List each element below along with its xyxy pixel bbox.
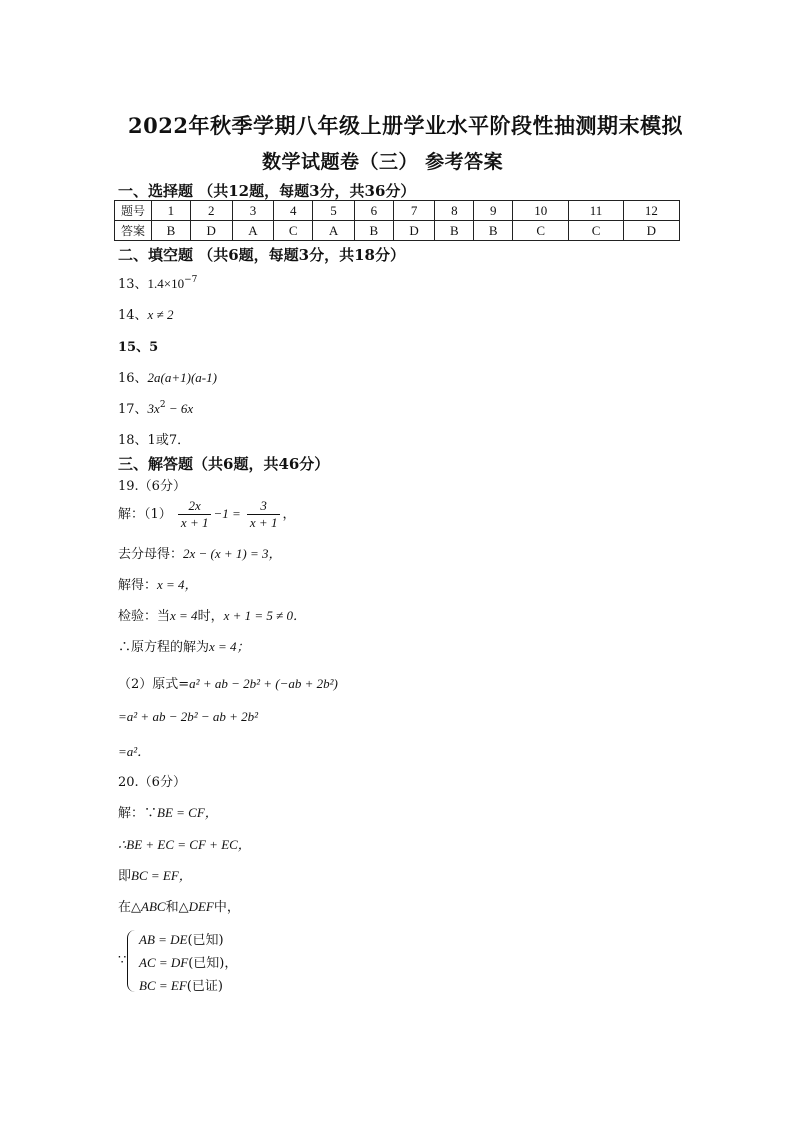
table-cell: D (393, 221, 435, 241)
fraction-right (247, 498, 281, 531)
q19-step2-expr: x = 4， (157, 577, 198, 592)
answer-14 (118, 304, 173, 323)
because-symbol: ∵ (118, 953, 127, 968)
condition-note: (已知) (187, 933, 224, 948)
page-title: 2022年秋季学期八年级上册学业水平阶段性抽测期末模拟 (128, 113, 683, 138)
table-cell: 9 (474, 201, 513, 221)
table-cell: 4 (274, 201, 313, 221)
q20-line1-label: 解：∵ (118, 806, 158, 821)
page-subtitle: 数学试题卷（三） 参考答案 (262, 151, 504, 173)
q14-answer: x ≠ 2 (147, 307, 174, 322)
condition-3 (139, 975, 237, 998)
congruence-conditions (139, 929, 237, 998)
q20-line2: ∴BE + EC = CF + EC， (118, 837, 251, 852)
table-cell: A (232, 221, 274, 241)
condition-expr: AB = DE (139, 932, 188, 947)
condition-expr: BC = EF (139, 978, 187, 993)
table-cell: 12 (623, 201, 679, 221)
q20-line4-a: 在 (118, 900, 132, 915)
table-row-answers (115, 221, 680, 241)
row-label-answer: 答案 (115, 221, 152, 241)
condition-1 (139, 929, 237, 952)
table-cell: D (190, 221, 232, 241)
table-cell: 7 (393, 201, 435, 221)
q19-label: 19.（6分） (118, 479, 186, 494)
q13-prefix: 13、 (118, 277, 148, 292)
table-cell: B (474, 221, 513, 241)
fraction-denominator: x + 1 (180, 515, 209, 530)
q19-check-x: x = 4 (170, 608, 198, 623)
fraction-left (178, 498, 212, 531)
q16-prefix: 16、 (118, 371, 148, 386)
left-brace (127, 930, 138, 992)
q20-line3-expr: BC = EF， (131, 868, 192, 883)
table-cell: C (569, 221, 623, 241)
table-cell: C (513, 221, 569, 241)
q20-line4-c: 和 (165, 900, 179, 915)
table-cell: C (274, 221, 313, 241)
answer-18: 18、1或7． (118, 433, 191, 448)
fraction-numerator: 3 (247, 498, 281, 515)
section-heading-solve: 三、解答题（共6题，共46分） (118, 455, 330, 473)
q19-solve-prefix: 解：（1） (118, 507, 172, 522)
q19-part2-step: =a² + ab − 2b² − ab + 2b² (118, 709, 259, 724)
q19-part2-label: （2）原式= (118, 677, 190, 692)
condition-note: (已证) (186, 979, 223, 994)
table-cell: 1 (152, 201, 191, 221)
table-row-questions (115, 201, 680, 221)
fraction-numerator: 2x (178, 498, 212, 515)
answer-16 (118, 367, 217, 386)
table-cell: A (313, 221, 355, 241)
q19-check-label: 检验：当 (118, 609, 171, 624)
q14-prefix: 14、 (118, 308, 148, 323)
q19-part2 (118, 673, 338, 692)
table-cell: 8 (435, 201, 474, 221)
q19-step2-label: 解得： (118, 578, 158, 593)
q13-base: 1.4×10 (147, 276, 185, 291)
table-cell: 11 (569, 201, 623, 221)
q20-line4-e: 中， (213, 900, 240, 915)
q19-step1-label: 去分母得： (118, 547, 184, 562)
triangle-abc: △ABC (131, 899, 166, 914)
answer-table (114, 200, 680, 241)
q19-minus: −1 = (213, 506, 241, 521)
q19-check-mid: 时， (197, 609, 224, 624)
q19-step1 (118, 543, 282, 562)
q19-step1-expr: 2x − (x + 1) = 3， (183, 546, 282, 561)
condition-expr: AC = DF (139, 955, 189, 970)
q19-check-rest: x + 1 = 5 ≠ 0． (223, 608, 307, 623)
table-cell: D (623, 221, 679, 241)
q19-step2 (118, 574, 198, 593)
q19-comma: ， (282, 507, 296, 522)
q19-conclusion (118, 636, 250, 655)
q16-answer: 2a(a+1)(a-1) (147, 370, 217, 385)
q19-check (118, 605, 306, 624)
section-heading-fill: 二、填空题 （共6题，每题3分，共18分） (118, 246, 405, 264)
q20-line4 (118, 896, 240, 915)
q17-term-b: − 6x (165, 401, 194, 416)
row-label-question: 题号 (115, 201, 152, 221)
table-cell: B (152, 221, 191, 241)
table-cell: 10 (513, 201, 569, 221)
q13-exponent: −7 (184, 275, 198, 285)
q17-prefix: 17、 (118, 402, 148, 417)
q19-part2-result: =a²． (118, 744, 151, 759)
q20-line3-label: 即 (118, 869, 132, 884)
q17-exponent: 2 (159, 400, 166, 410)
answer-15: 15、5 (118, 340, 159, 355)
q19-conclusion-expr: x = 4； (209, 639, 250, 654)
table-cell: 6 (354, 201, 393, 221)
section-heading-choice: 一、选择题 （共12题，每题3分，共36分） (118, 182, 416, 200)
q20-line3 (118, 865, 192, 884)
q20-line1 (118, 802, 218, 821)
q19-conclusion-label: ∴原方程的解为 (118, 640, 210, 655)
table-cell: 2 (190, 201, 232, 221)
triangle-def: △DEF (178, 899, 214, 914)
table-cell: 3 (232, 201, 274, 221)
condition-note: (已知)， (188, 956, 238, 971)
fraction-denominator: x + 1 (249, 515, 278, 530)
answer-13 (118, 273, 197, 292)
table-cell: B (354, 221, 393, 241)
condition-2 (139, 952, 237, 975)
q20-label: 20.（6分） (118, 775, 186, 790)
q19-equation (118, 498, 295, 531)
table-cell: B (435, 221, 474, 241)
q17-term-a: 3x (147, 401, 160, 416)
answer-17 (118, 398, 193, 417)
q19-part2-expr: a² + ab − 2b² + (−ab + 2b²) (189, 676, 338, 691)
q20-line1-expr: BE = CF， (157, 805, 218, 820)
table-cell: 5 (313, 201, 355, 221)
